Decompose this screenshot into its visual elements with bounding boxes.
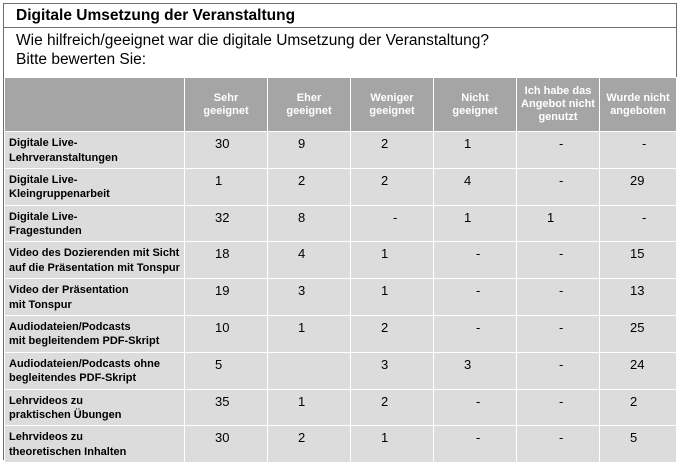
row-label — [5, 279, 185, 316]
row-label-text: Lehrvideos zu — [9, 394, 83, 407]
row-label-text: Digitale Live- — [9, 137, 78, 149]
row-label-text: Video des Dozierenden mit Sicht — [9, 247, 180, 260]
row-label-text: Audiodateien/Podcasts — [9, 320, 131, 333]
row-label-text: Audiodateien/Podcasts ohne — [9, 357, 160, 370]
value-cell: - — [434, 315, 517, 352]
table-row — [5, 389, 677, 426]
row-label — [5, 132, 185, 169]
row-label-text: theoretischen Inhalten — [9, 445, 127, 458]
value-cell: 15 — [600, 242, 677, 279]
table-row — [5, 242, 677, 279]
column-header-text: geeignet — [203, 104, 249, 117]
value-cell: 2 — [268, 168, 351, 205]
value-cell: 19 — [185, 279, 268, 316]
table-row — [5, 352, 677, 389]
table-row — [5, 426, 677, 463]
row-label-text: praktischen Übungen — [9, 409, 122, 422]
column-header-text: Nicht — [461, 91, 489, 104]
value-cell: 1 — [517, 205, 600, 242]
value-cell: 2 — [268, 426, 351, 463]
value-cell: 2 — [351, 168, 434, 205]
value-cell: 1 — [434, 205, 517, 242]
row-label-text: Lehrvideos zu — [9, 431, 83, 444]
value-cell: 3 — [351, 352, 434, 389]
column-header-text: Angebot nicht — [521, 98, 595, 110]
value-cell: 18 — [185, 242, 268, 279]
column-header-text: Weniger — [370, 91, 414, 104]
row-label-text: mit Tonspur — [9, 298, 72, 311]
row-label-text: Lehrveranstaltungen — [9, 151, 118, 164]
value-cell: 3 — [268, 279, 351, 316]
value-cell: 30 — [185, 426, 268, 463]
question-line-2: Bitte bewerten Sie: — [16, 51, 147, 68]
column-header-2 — [351, 78, 434, 132]
value-cell: 5 — [600, 426, 677, 463]
value-cell: 9 — [268, 132, 351, 169]
value-cell: - — [517, 389, 600, 426]
table-row — [5, 279, 677, 316]
value-cell: - — [517, 426, 600, 463]
value-cell: 25 — [600, 315, 677, 352]
row-label-text: Digitale Live- — [9, 173, 78, 186]
value-cell: 4 — [268, 242, 351, 279]
column-header-text: Eher — [296, 91, 322, 104]
value-cell: 4 — [434, 168, 517, 205]
value-cell: 2 — [600, 389, 677, 426]
header-row — [5, 78, 677, 132]
value-cell: 32 — [185, 205, 268, 242]
value-cell: 1 — [434, 132, 517, 169]
value-cell: 1 — [351, 279, 434, 316]
value-cell: 1 — [351, 426, 434, 463]
column-header-text: Ich habe das — [524, 85, 592, 97]
column-header-text: Sehr — [213, 91, 239, 104]
value-cell: 3 — [434, 352, 517, 389]
table-row — [5, 168, 677, 205]
value-cell: 35 — [185, 389, 268, 426]
value-cell: 30 — [185, 132, 268, 169]
value-cell: 2 — [351, 389, 434, 426]
column-header-text: geeignet — [286, 104, 332, 117]
column-header-text: geeignet — [369, 104, 415, 117]
survey-table-frame — [3, 3, 677, 460]
column-header-text: geeignet — [452, 104, 498, 117]
row-label-text: Video der Präsentation — [9, 284, 129, 297]
column-header-3 — [434, 78, 517, 132]
row-label — [5, 205, 185, 242]
value-cell: 2 — [351, 132, 434, 169]
value-cell: 10 — [185, 315, 268, 352]
value-cell: 1 — [268, 389, 351, 426]
column-header-text: Wurde nicht — [606, 91, 670, 104]
column-header-text: angeboten — [610, 104, 666, 117]
value-cell: 24 — [600, 352, 677, 389]
value-cell: - — [600, 205, 677, 242]
value-cell: - — [434, 426, 517, 463]
row-label-text: Kleingruppenarbeit — [9, 188, 110, 201]
column-header-0 — [185, 78, 268, 132]
value-cell: - — [434, 242, 517, 279]
row-label — [5, 315, 185, 352]
column-header-4 — [517, 78, 600, 132]
ratings-table — [4, 77, 677, 463]
table-row — [5, 132, 677, 169]
column-header-text: genutzt — [538, 111, 578, 123]
column-header-1 — [268, 78, 351, 132]
value-cell: 2 — [351, 315, 434, 352]
table-body — [5, 132, 677, 463]
value-cell: 1 — [351, 242, 434, 279]
value-cell: - — [434, 389, 517, 426]
value-cell: 8 — [268, 205, 351, 242]
value-cell: 5 — [185, 352, 268, 389]
question-text — [4, 28, 676, 77]
row-label-text: auf die Präsentation mit Tonspur — [9, 261, 180, 274]
row-label — [5, 242, 185, 279]
value-cell: - — [517, 352, 600, 389]
column-header-5 — [600, 78, 677, 132]
table-row — [5, 315, 677, 352]
value-cell: - — [517, 132, 600, 169]
question-line-1: Wie hilfreich/geeignet war die digitale Umsetzung der Veranstaltung? — [16, 32, 490, 49]
row-label-text: begleitendes PDF-Skript — [9, 372, 137, 385]
table-row — [5, 205, 677, 242]
row-label — [5, 389, 185, 426]
row-label — [5, 168, 185, 205]
value-cell — [268, 352, 351, 389]
table-title: Digitale Umsetzung der Veranstaltung — [4, 4, 676, 28]
row-label-text: Fragestunden — [9, 225, 82, 238]
value-cell: 1 — [185, 168, 268, 205]
header-empty-cell — [5, 78, 185, 132]
value-cell: 1 — [268, 315, 351, 352]
value-cell: 29 — [600, 168, 677, 205]
value-cell: - — [351, 205, 434, 242]
value-cell: 13 — [600, 279, 677, 316]
value-cell: - — [517, 315, 600, 352]
row-label — [5, 352, 185, 389]
value-cell: - — [517, 168, 600, 205]
value-cell: - — [517, 279, 600, 316]
row-label — [5, 426, 185, 463]
value-cell: - — [600, 132, 677, 169]
row-label-text: mit begleitendem PDF-Skript — [9, 335, 160, 348]
value-cell: - — [517, 242, 600, 279]
row-label-text: Digitale Live- — [9, 210, 78, 223]
value-cell: - — [434, 279, 517, 316]
